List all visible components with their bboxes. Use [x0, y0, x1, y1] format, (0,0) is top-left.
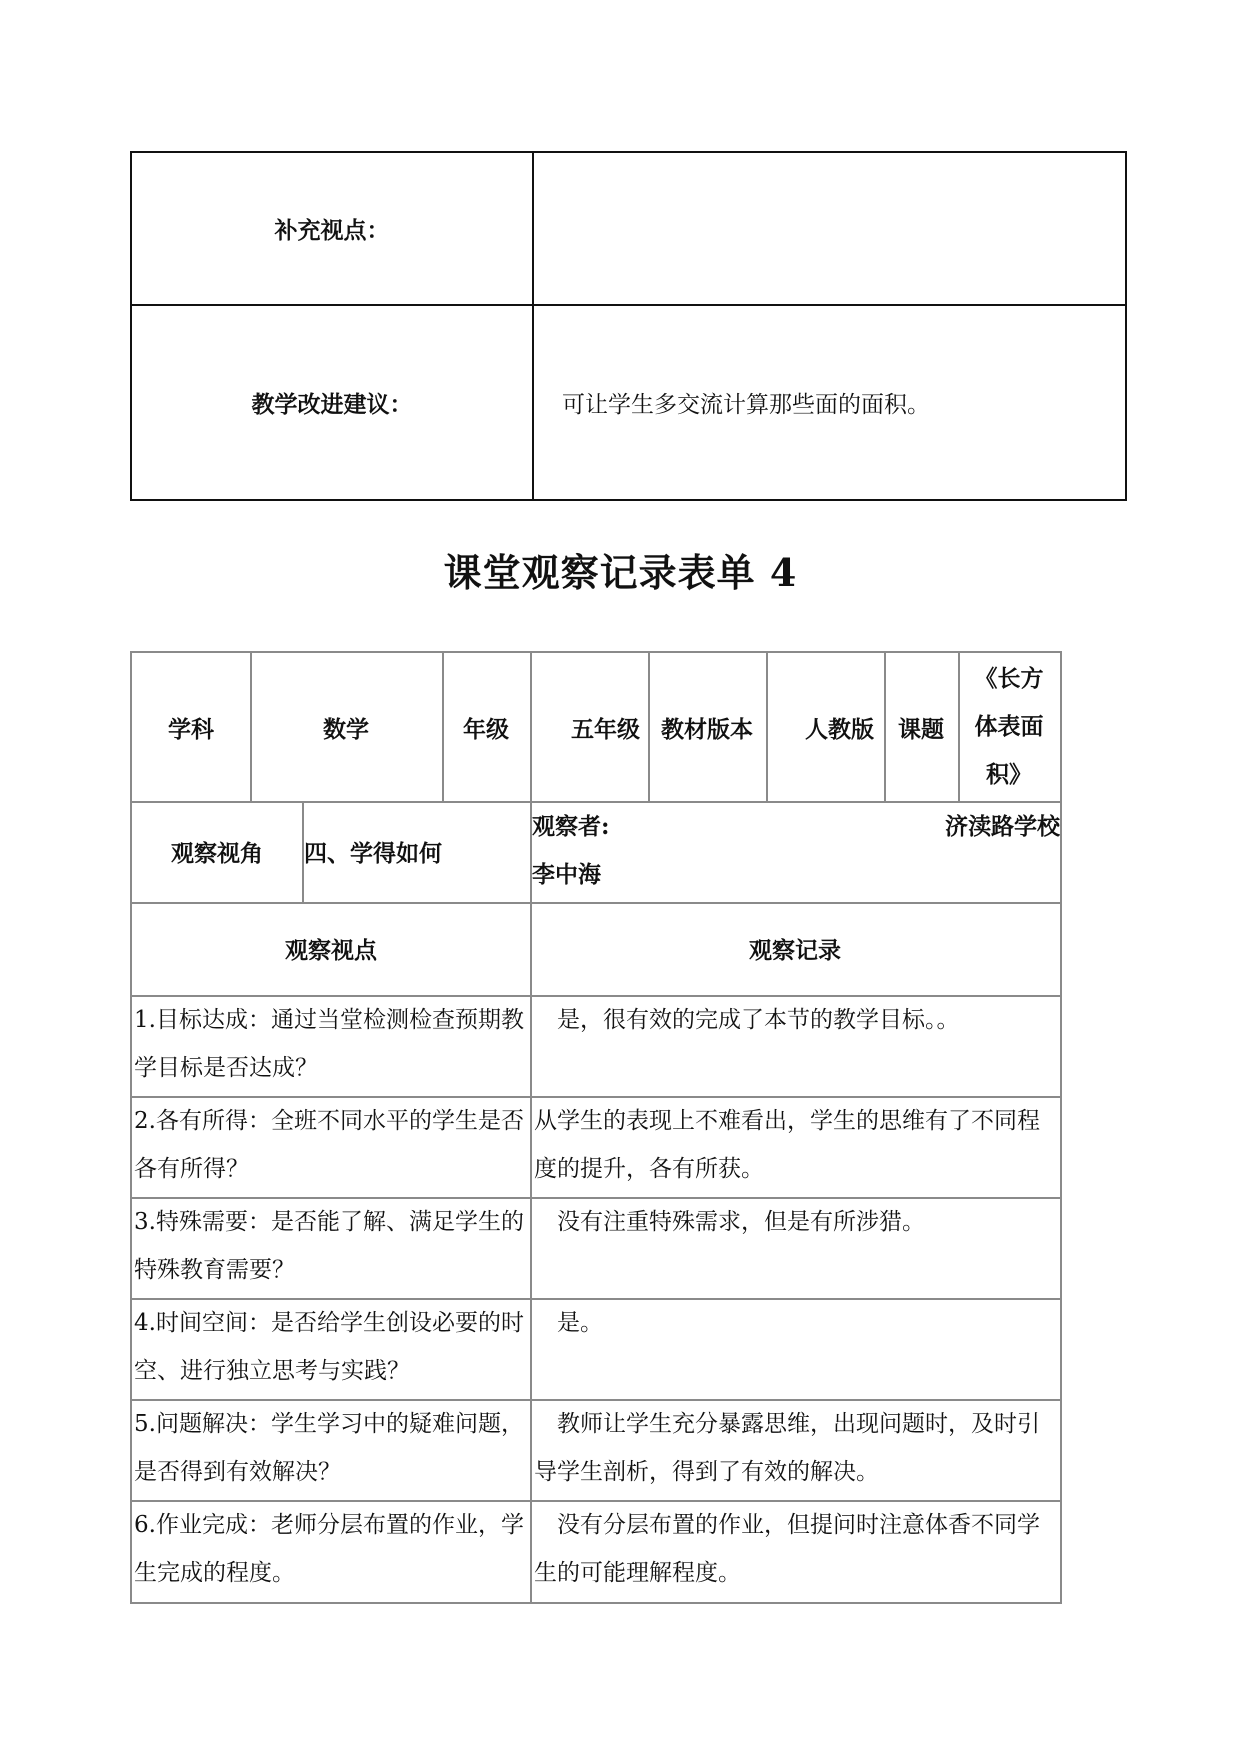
topic-value [958, 653, 1060, 801]
textbook-label: 教材版本 [661, 715, 753, 743]
topic-label: 课题 [898, 715, 944, 743]
supplement-table [130, 151, 1127, 501]
observation-point: 3.特殊需要：是否能了解、满足学生的特殊教育需要？ [134, 1209, 524, 1283]
observer-cell [532, 801, 1060, 902]
observation-record: 是。 [557, 1310, 603, 1336]
observation-table [130, 651, 1062, 1604]
supplement-label: 补充视点： [131, 152, 533, 305]
grade-label: 年级 [463, 715, 509, 743]
observer-label: 观察者: [532, 813, 610, 840]
observer-name: 李中海 [532, 861, 601, 888]
observer-school: 济渎路学校 [945, 813, 1060, 840]
improvement-value: 可让学生多交流计算那些面的面积。 [533, 305, 1126, 500]
column-header-point: 观察视点 [285, 937, 377, 964]
observation-record: 没有分层布置的作业，但提问时注意体香不同学生的可能理解程度。 [534, 1512, 1040, 1586]
observation-record: 是，很有效的完成了本节的教学目标。。 [557, 1007, 960, 1033]
subject-value: 数学 [323, 715, 369, 743]
textbook-value: 人教版 [805, 715, 874, 743]
page-title: 课堂观察记录表单 4 [443, 550, 798, 595]
observation-point: 6.作业完成：老师分层布置的作业，学生完成的程度。 [134, 1512, 524, 1586]
perspective-value: 四、学得如何 [304, 840, 442, 867]
observation-record: 从学生的表现上不难看出，学生的思维有了不同程度的提升，各有所获。 [534, 1108, 1040, 1182]
supplement-value [533, 152, 1126, 305]
observation-point: 2.各有所得：全班不同水平的学生是否各有所得？ [134, 1108, 524, 1182]
perspective-label: 观察视角 [171, 840, 263, 867]
topic-line: 《长方 [974, 665, 1044, 692]
topic-line: 体表面 [974, 713, 1044, 740]
observation-record: 没有注重特殊需求，但是有所涉猎。 [557, 1209, 925, 1235]
observation-record: 教师让学生充分暴露思维，出现问题时，及时引导学生剖析，得到了有效的解决。 [534, 1411, 1040, 1485]
observation-point: 4.时间空间：是否给学生创设必要的时空、进行独立思考与实践？ [134, 1310, 524, 1384]
topic-line: 积》 [986, 761, 1032, 788]
subject-label: 学科 [168, 715, 214, 743]
grade-value: 五年级 [571, 715, 640, 743]
observation-point: 1.目标达成：通过当堂检测检查预期教学目标是否达成？ [134, 1007, 524, 1081]
observation-point: 5.问题解决：学生学习中的疑难问题，是否得到有效解决？ [134, 1411, 524, 1485]
improvement-label: 教学改进建议： [131, 305, 533, 500]
column-header-record: 观察记录 [749, 937, 841, 964]
